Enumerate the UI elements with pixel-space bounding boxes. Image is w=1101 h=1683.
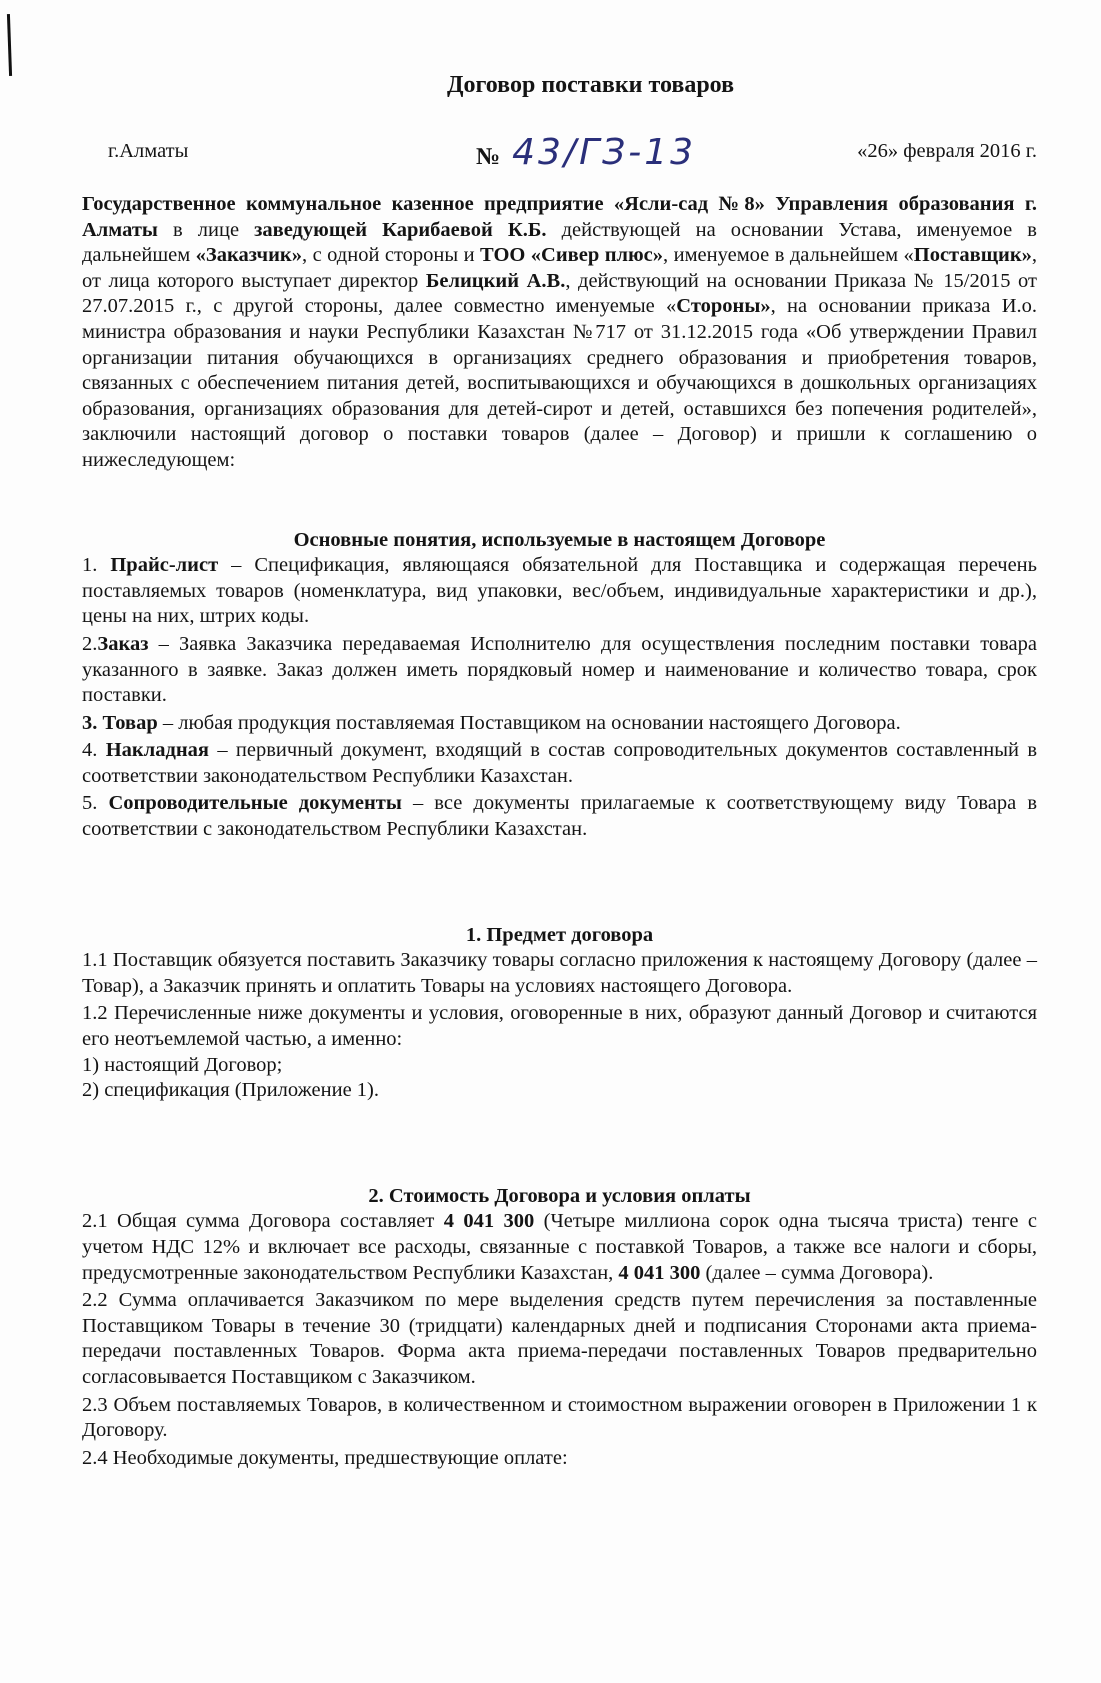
- customer-alias: «Заказчик»: [195, 244, 302, 267]
- preamble-text-1: в лице: [157, 218, 255, 241]
- margin-pen-mark: [7, 14, 12, 76]
- contract-header-row: [82, 132, 1037, 192]
- clause-text: 2.1 Общая сумма Договора составляет: [82, 1210, 444, 1233]
- clause-2-2: 2.2 Сумма оплачивается Заказчиком по мере выделения средств путем перечисления за поставленные Поставщиком Товары в течение 30 (тридцати) календарных дней и подписания Сторонами акта приема-передачи поставленных Товаров. Форма акта приема-передачи поставленных Товаров предварительно согласовывается Поставщиком с Заказчиком.: [82, 1289, 1037, 1388]
- concept-term: Прайс-лист: [110, 554, 219, 577]
- parties-alias: Стороны»: [676, 295, 771, 318]
- clause-2-4: 2.4 Необходимые документы, предшествующие оплате:: [82, 1446, 568, 1469]
- concept-item-invoice: [82, 738, 1037, 789]
- preamble-text-3: , с одной стороны и: [302, 244, 481, 267]
- concept-item-goods: [82, 711, 1037, 737]
- concept-item-order: [82, 632, 1037, 709]
- preamble-text-4: , именуемое в дальнейшем «: [663, 244, 914, 267]
- concept-definition: – все документы прилагаемые к соответствующему виду Товара в соответствии с законодательством Республики Казахстан.: [82, 792, 1037, 841]
- concept-term: Заказ: [97, 632, 149, 655]
- supplier-alias: Поставщик»: [913, 244, 1032, 267]
- contract-city: г.Алматы: [108, 140, 189, 162]
- handwritten-contract-number: 43/ГЗ-13: [512, 132, 696, 173]
- section-title-subject: 1. Предмет договора: [465, 923, 654, 946]
- concept-number: 2.: [82, 632, 98, 655]
- preamble-text-6: , действующий на основании Приказа № 15/2015 от 27.07.2015 г., с другой стороны, далее совместно именуемые «: [82, 269, 1037, 318]
- preamble-text-5: , от лица которого выступает директор: [82, 244, 1038, 292]
- concept-definition: – Заявка Заказчика передаваемая Исполнителю для осуществления последним поставки товара указанного в заявке. Заказ должен иметь порядковый номер и наименование и количество товара, срок поставки.: [82, 632, 1037, 707]
- concept-term: Товар: [102, 711, 158, 734]
- clause-1-2-list-item-2: 2) спецификация (Приложение 1).: [82, 1079, 379, 1102]
- clause-text: (далее – сумма Договора).: [700, 1261, 934, 1284]
- clause-2-3: 2.3 Объем поставляемых Товаров, в количественном и стоимостном выражении оговорен в Приложении 1 к Договору.: [82, 1393, 1037, 1442]
- concept-term: Накладная: [105, 739, 209, 762]
- document-title: Договор поставки товаров: [446, 72, 735, 98]
- concept-definition: – первичный документ, входящий в состав сопроводительных документов составленный в соответствии законодательством Республики Казахстан.: [82, 739, 1037, 787]
- preamble-text-7: , на основании приказа И.о. министра образования и науки Республики Казахстан №717 от 31.12.2015 года «Об утверждении Правил организации питания обучающихся в организациях среднего образования и приобретения товаров, связанных с обеспечением питания детей, воспитывающихся и обучающихся в дошкольных организациях образования, организациях образования для детей-сирот и детей, оставшихся без попечения родителей», заключили настоящий договор о поставки товаров (далее – Договор) и пришли к соглашению о нижеследующем:: [82, 295, 1037, 471]
- clause-1-1: 1.1 Поставщик обязуется поставить Заказчику товары согласно приложения к настоящему Договору (далее – Товар), а Заказчик принять и оплатить Товары на условиях настоящего Договора.: [82, 949, 1037, 997]
- concept-definition: – любая продукция поставляемая Поставщиком на основании настоящего Договора.: [157, 711, 901, 734]
- clause-1-2: 1.2 Перечисленные ниже документы и условия, оговоренные в них, образуют данный Договор и считаются его неотъемлемой частью, а именно:: [82, 1002, 1037, 1051]
- number-sign: №: [476, 144, 501, 170]
- concept-definition: – Спецификация, являющаяся обязательной для Поставщика и содержащая перечень поставляемых товаров (номенклатура, вид упаковки, вес/объем, индивидуальные характеристики и др.), цены на них, штрих коды.: [82, 554, 1037, 628]
- contract-date: «26» февраля 2016 г.: [857, 140, 1037, 162]
- customer-representative: заведующей Карибаевой К.Б.: [254, 218, 547, 241]
- supplier-name: ТОО «Сивер плюс»: [480, 244, 664, 267]
- concept-number: 1.: [82, 554, 111, 577]
- clause-text: (Четыре миллиона сорок одна тысяча триста) тенге с учетом НДС 12% и включает все расходы, связанные с поставкой Товаров, а также все налоги и сборы, предусмотренные законодательством Республики Казахстан,: [82, 1210, 1038, 1284]
- preamble-text-2: действующей на основании Устава, именуемое в дальнейшем: [82, 218, 1037, 267]
- contract-sum: 4 041 300: [443, 1210, 535, 1233]
- customer-name: Государственное коммунальное казенное предприятие «Ясли-сад №8» Управления образования г. Алматы: [82, 193, 1037, 241]
- concept-number: 3.: [82, 711, 103, 734]
- clause-1-2-list-item-1: 1) настоящий Договор;: [82, 1053, 283, 1076]
- concept-item-documents: [82, 791, 1037, 842]
- supplier-director: Белицкий А.В.: [425, 269, 566, 292]
- section-title-payment: 2. Стоимость Договора и условия оплаты: [368, 1184, 751, 1207]
- concept-item-price-list: [82, 553, 1037, 630]
- contract-number: [476, 132, 696, 173]
- preamble-paragraph: [82, 192, 1037, 474]
- contract-sum-repeat: 4 041 300: [618, 1261, 701, 1284]
- clause-2-1: [82, 1209, 1037, 1286]
- concept-number: 5.: [82, 792, 109, 815]
- concept-term: Сопроводительные документы: [108, 792, 402, 815]
- section-title-concepts: Основные понятия, используемые в настоящем Договоре: [293, 528, 826, 551]
- concept-number: 4.: [82, 739, 106, 762]
